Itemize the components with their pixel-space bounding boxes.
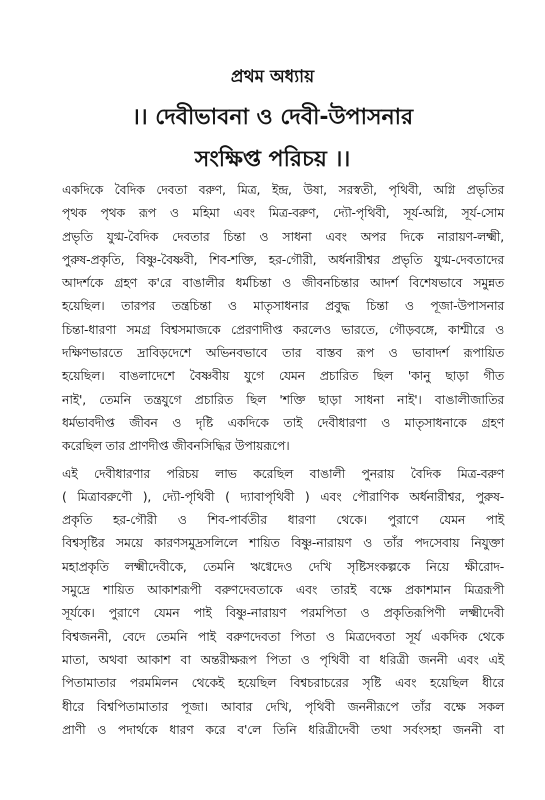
text-line: সূর্যকে। পুরাণে যেমন পাই বিষ্ণু-নারায়ণ পরমপিতা ও প্রকৃতিরূপিণী লক্ষ্মীদেবী [62, 605, 504, 621]
text-line: এই দেবীধারণার পরিচয় লাভ করেছিল বাঙালী পুনরায় বৈদিক মিত্র-বরুণ [62, 465, 504, 481]
text-line: দক্ষিণভারতে দ্রাবিড়দেশে অভিনবভাবে তার বাস্তব রূপ ও ভাবাদর্শ রূপায়িত [62, 345, 504, 361]
text-line: প্রাণী ও পদার্থকে ধারণ করে ব'লে তিনি ধরিত্রীদেবী তথা সর্বংসহা জননী বা [62, 721, 504, 737]
text-line: মহাপ্রকৃতি লক্ষ্মীদেবীকে, তেমনি ঋগ্বেদেও দেখি সৃষ্টিসংকল্পকে নিয়ে ক্ষীরোদ- [62, 558, 504, 574]
section-title-line-2: সংক্ষিপ্ত পরিচয় ।। [194, 147, 351, 172]
chapter-heading: প্রথম অধ্যায় [230, 67, 315, 87]
text-line: ধর্মভাবদীপ্ত জীবন ও দৃষ্টি একদিকে তাই দেবীধারণা ও মাতৃসাধনাকে গ্রহণ [62, 414, 504, 430]
text-line: বিশ্বজননী, বেদে তেমনি পাই বরুণদেবতা পিতা ও মিত্রদেবতা সূর্য একদিক থেকে [62, 628, 504, 644]
body-text [62, 178, 504, 741]
text-line: করেছিল তার প্রাণদীপ্ত জীবনসিদ্ধির উপায়রূপে। [62, 438, 290, 454]
text-line: বিশ্বসৃষ্টির সময়ে কারণসমুদ্রসলিলে শায়িত বিষ্ণু-নারায়ণ ও তাঁর পদসেবায় নিযুক্তা [62, 535, 504, 551]
paragraph-1 [62, 178, 504, 458]
text-line: নাই', তেমনি তন্ত্রযুগে প্রচারিত ছিল 'শক্তি ছাড়া সাধনা নাই'। বাঙালীজাতির [62, 391, 504, 407]
text-line: মাতা, অথবা আকাশ বা অন্তরীক্ষরূপ পিতা ও পৃথিবী বা ধরিত্রী জননী এবং এই [62, 651, 504, 667]
text-line: প্রকৃতি হর-গৌরী ও শিব-পার্বতীর ধারণা থেকে। পুরাণে যেমন পাই [62, 512, 504, 528]
section-title-line-1: ।। দেবীভাবনা ও দেবী-উপাসনার [131, 105, 414, 130]
text-line: হয়েছিল। তারপর তন্ত্রচিন্তা ও মাতৃসাধনার প্রবুদ্ধ চিন্তা ও পূজা-উপাসনার [62, 298, 504, 314]
text-line: একদিকে বৈদিক দেবতা বরুণ, মিত্র, ইন্দ্র, উষা, সরস্বতী, পৃথিবী, অগ্নি প্রভৃতির [62, 182, 504, 197]
text-line: চিন্তা-ধারণা সমগ্র বিশ্বসমাজকে প্রেরণাদীপ্ত করলেও ভারতে, গৌড়বঙ্গে, কাশ্মীরে ও [62, 321, 504, 337]
text-line: ( মিত্রাবরুণৌ ), দ্যৌ-পৃথিবী ( দ্যাবাপৃথিবী ) এবং পৌরাণিক অর্ধনারীশ্বর, পুরুষ- [62, 488, 504, 504]
text-line: পুরুষ-প্রকৃতি, বিষ্ণু-বৈষ্ণবী, শিব-শক্তি, হর-গৌরী, অর্ধনারীশ্বর প্রভৃতি যুগ্ম-দেবতাদের [62, 251, 504, 267]
text-line: ধীরে বিশ্বপিতামাতার পূজা। আবার দেখি, পৃথিবী জননীরূপে তাঁর বক্ষে সকল [62, 698, 504, 714]
text-line: সমুদ্রে শায়িত আকাশরূপী বরুণদেবতাকে এবং তারই বক্ষে প্রকাশমান মিত্ররূপী [62, 582, 504, 598]
text-line: পিতামাতার পরমমিলন থেকেই হয়েছিল বিশ্বচরাচরের সৃষ্টি এবং হয়েছিল ধীরে [62, 675, 504, 691]
text-line: হয়েছিল। বাঙলাদেশে বৈষ্ণবীয় যুগে যেমন প্রচারিত ছিল 'কানু ছাড়া গীত [62, 368, 504, 384]
text-line: আদর্শকে গ্রহণ ক'রে বাঙালীর ধর্মচিন্তা ও জীবনচিন্তার আদর্শ বিশেষভাবে সমুন্নত [62, 275, 504, 291]
paragraph-2 [62, 462, 504, 742]
text-line: প্রভৃতি যুগ্ম-বৈদিক দেবতার চিন্তা ও সাধনা এবং অপর দিকে নারায়ণ-লক্ষ্মী, [62, 228, 504, 244]
text-line: পৃথক পৃথক রূপ ও মহিমা এবং মিত্র-বরুণ, দ্যৌ-পৃথিবী, সূর্য-অগ্নি, সূর্য-সোম [62, 205, 504, 221]
